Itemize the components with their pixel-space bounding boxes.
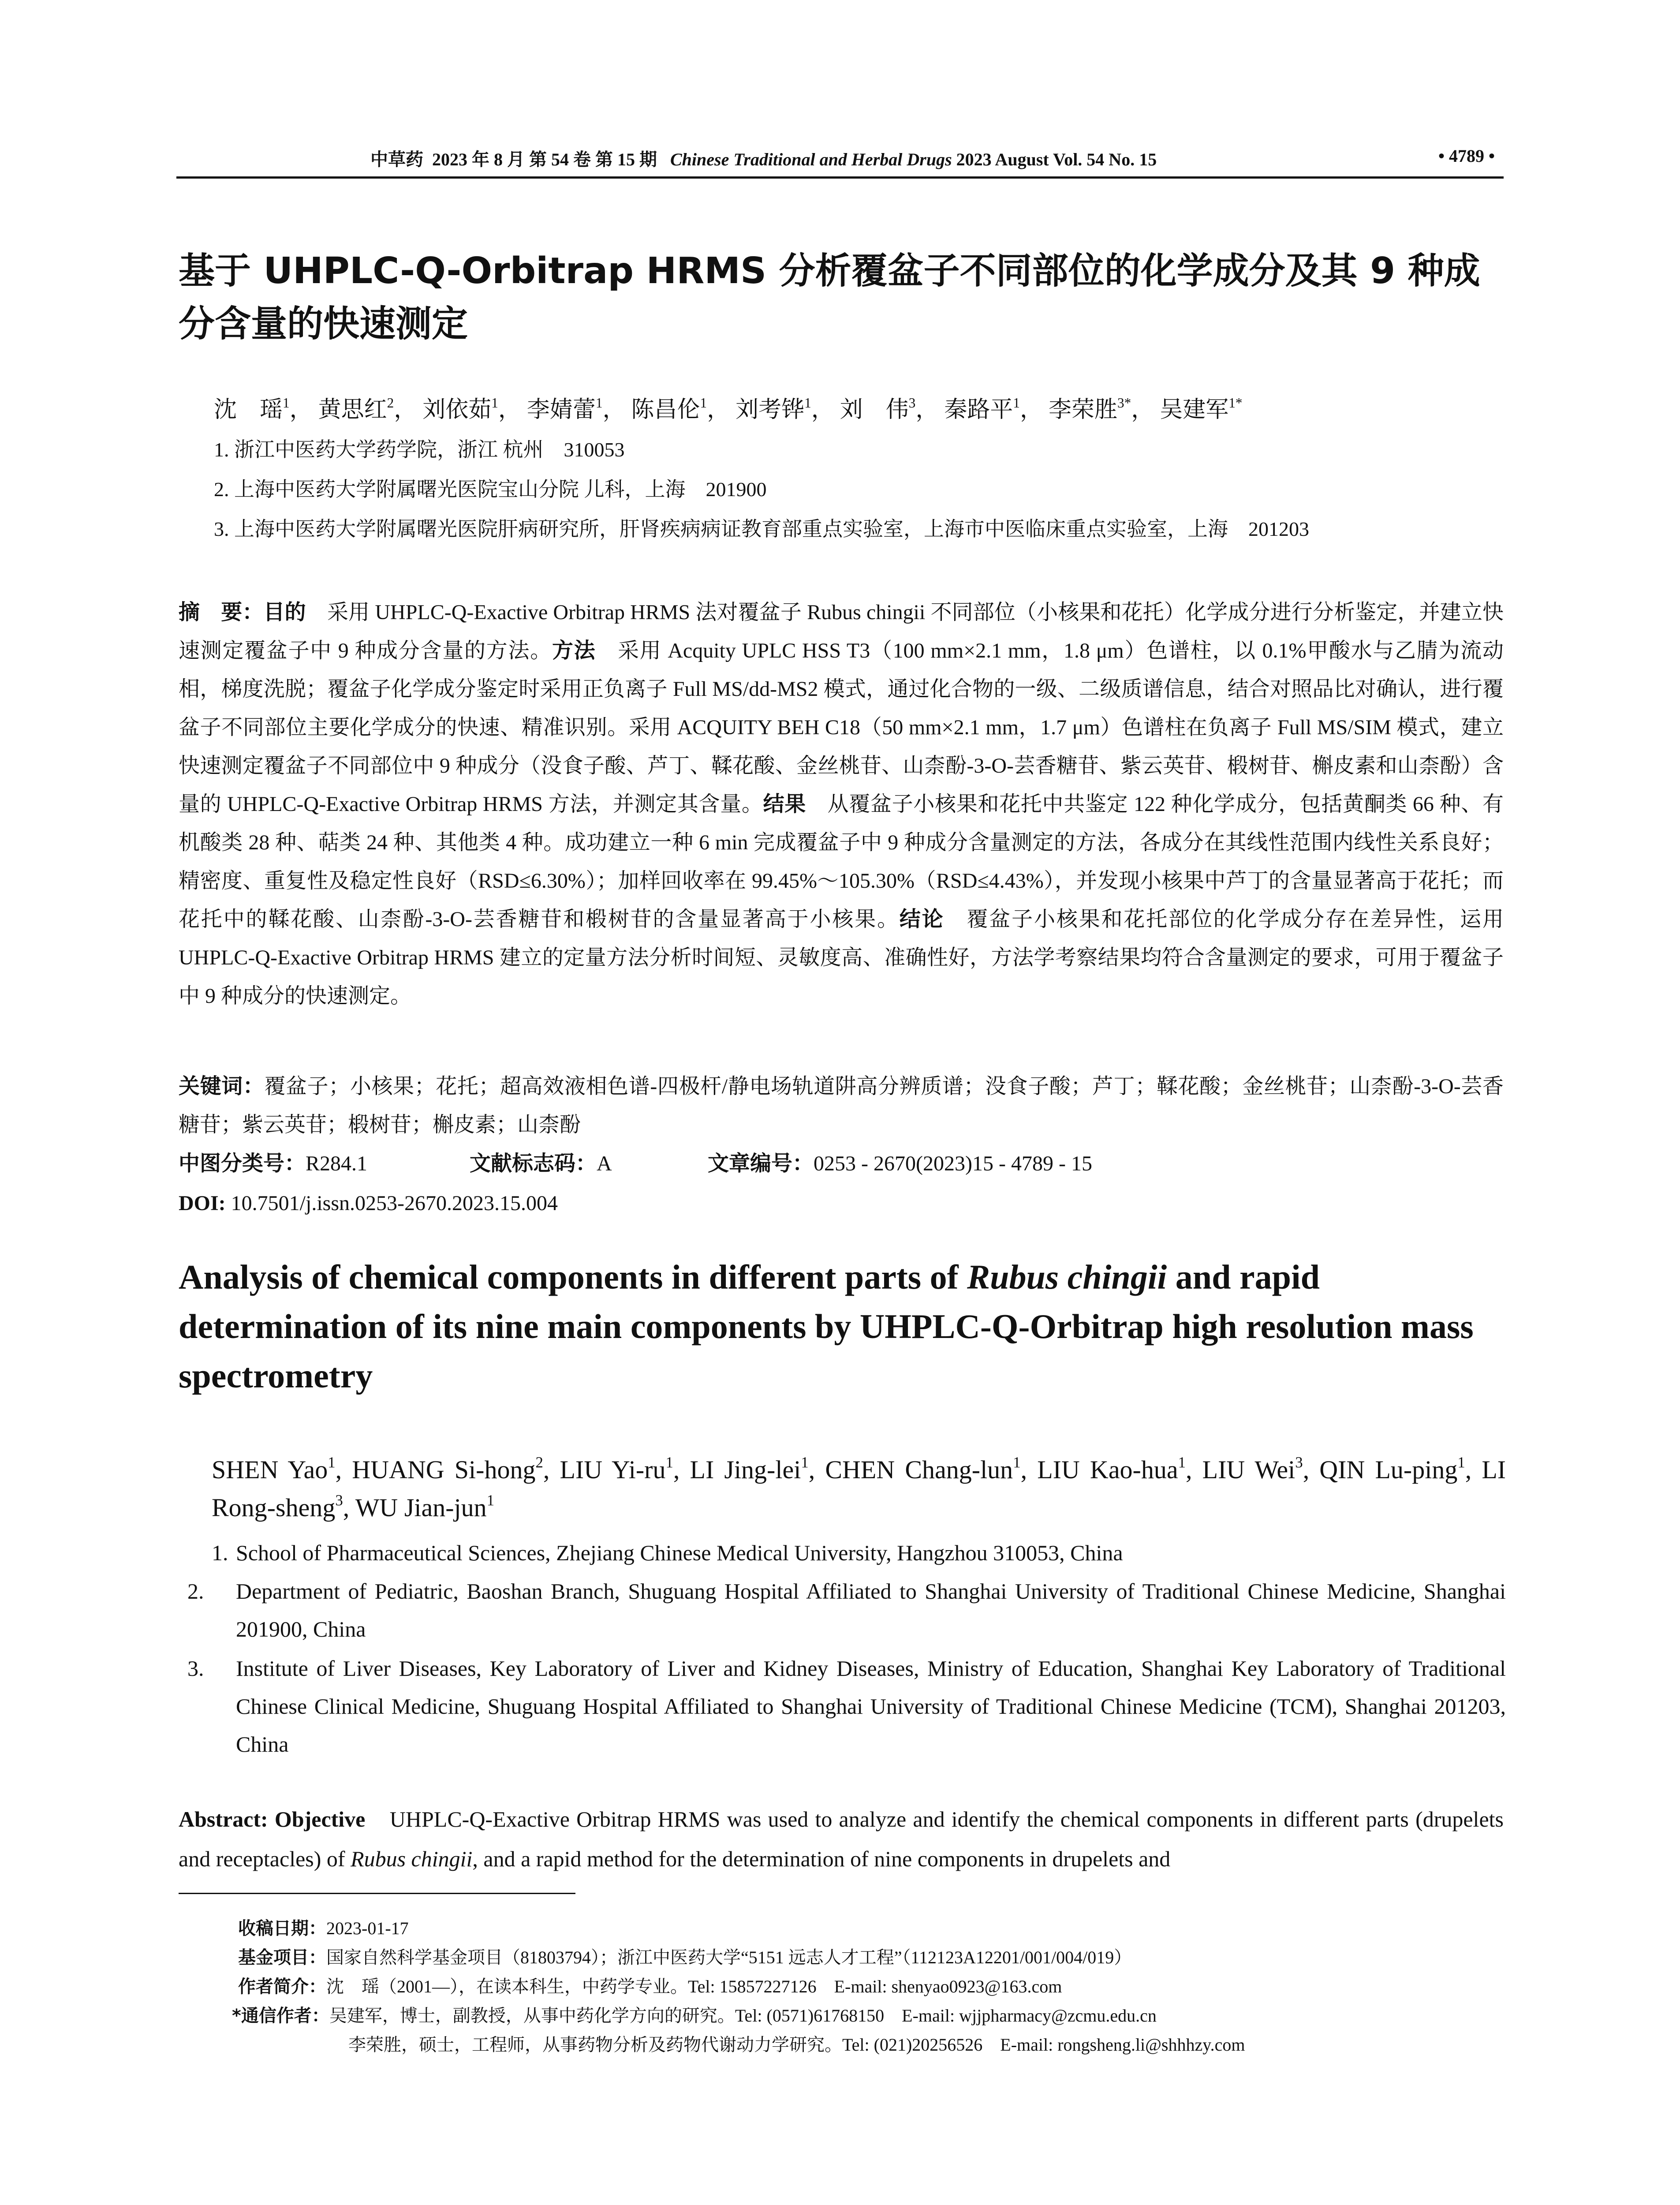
author-en: LI Rong-sheng$^3$ [212,1455,1506,1522]
issue-zh: 2023 年 8 月 第 54 卷 第 15 期 [432,149,657,169]
affiliation-zh: 3. 上海中医药大学附属曙光医院肝病研究所，肝肾疾病病证教育部重点实验室，上海市中医临床重点实验室，上海 201203 [214,518,1309,540]
classification-line [179,1144,1504,1183]
author-zh: 刘考铧$^1$ [735,395,811,422]
article-no-value: 0253 - 2670(2023)15 - 4789 - 15 [814,1152,1092,1175]
doc-code-group [470,1144,708,1183]
author-en: LIU Wei$^3$ [1202,1454,1303,1484]
title-zh: 基于 UHPLC-Q-Orbitrap HRMS 分析覆盆子不同部位的化学成分及其 9 种成分含量的快速测定 [179,250,1480,345]
keywords-text: 覆盆子；小核果；花托；超高效液相色谱-四极杆/静电场轨道阱高分辨质谱；没食子酸；芦丁；鞣花酸；金丝桃苷；山柰酚-3-O-芸香糖苷；紫云英苷；椴树苷；槲皮素；山柰酚 [179,1075,1504,1136]
conclusion-label: 结论 [899,907,945,931]
affiliation-zh: 1. 浙江中医药大学药学院，浙江 杭州 310053 [214,438,625,461]
doi-line [179,1184,1504,1222]
author-zh: 陈昌伦$^1$ [631,395,707,422]
objective-text: 采用 UHPLC-Q-Exactive Orbitrap HRMS 法对覆盆子 Rubus chingii 不同部位（小核果和花托）化学成分进行分析鉴定，并建立快速测定覆盆子中 9 种成分含量的方法。 [179,601,1504,662]
conclusion-text: 覆盆子小核果和花托部位的化学成分存在差异性，运用 UHPLC-Q-Exactive Orbitrap HRMS 建立的定量方法分析时间短、灵敏度高、准确性好，方法学考察结果均符合含量测定的要求，可用于覆盆子中 9 种成分的快速测定。 [179,908,1504,1008]
affiliation-en: 2. Department of Pediatric, Baoshan Branch, Shuguang Hospital Affiliated to Shanghai University of Traditional Chinese Medicine, Shanghai 201900, China [187,1579,1506,1641]
clc-label: 中图分类号： [179,1151,306,1176]
issue-en: 2023 August Vol. 54 No. 15 [956,149,1157,169]
methods-text: 采用 Acquity UPLC HSS T3（100 mm×2.1 mm，1.8 μm）色谱柱，以 0.1%甲酸水与乙腈为流动相，梯度洗脱；覆盆子化学成分鉴定时采用正负离子 Full MS/dd-MS2 模式，通过化合物的一级、二级质谱信息，结合对照品比对确认，进行覆盆子不同部位主要化学成分的快速、精准识别。采用 ACQUITY BEH C18（50 mm×2.1 mm，1.7 μm）色谱柱在负离子 Full MS/SIM 模式，建立快速测定覆盆子不同部位中 9 种成分（没食子酸、芦丁、鞣花酸、金丝桃苷、山柰酚-3-O-芸香糖苷、紫云英苷、椴树苷、槲皮素和山柰酚）含量的 UHPLC-Q-Exactive Orbitrap HRMS 方法，并测定其含量。 [179,639,1504,816]
abstract-zh [179,593,1504,1015]
author-zh: 秦路平$^1$ [944,395,1020,422]
article-no-group [708,1144,1092,1183]
author-en: SHEN Yao$^1$ [212,1454,336,1484]
abstract-en-label: Abstract: Objective [179,1807,366,1831]
abstract-en: Abstract: Objective UHPLC-Q-Exactive Orbitrap HRMS was used to analyze and identify the chemical components in different parts (drupelets and receptacles) of Rubus chingii, and a rapid method for the determination of nine components in drupelets and [179,1807,1504,1871]
author-zh: 李荣胜$^{3*}$ [1049,395,1131,422]
author-en: CHEN Chang-lun$^1$ [825,1454,1021,1484]
author-en: QIN Lu-ping$^1$ [1319,1454,1465,1484]
doc-code-label: 文献标志码： [470,1151,597,1176]
results-text: 从覆盆子小核果和花托中共鉴定 122 种化学成分，包括黄酮类 66 种、有机酸类 28 种、萜类 24 种、其他类 4 种。成功建立一种 6 min 完成覆盆子中 9 种成分含量测定的方法，各成分在其线性范围内线性关系良好；精密度、重复性及稳定性良好（RSD≤6.30%）；加样回收率在 99.45%～105.30%（RSD≤4.43%），并发现小核果中芦丁的含量显著高于花托；而花托中的鞣花酸、山柰酚-3-O-芸香糖苷和椴树苷的含量显著高于小核果。 [179,792,1504,931]
author-zh: 沈 瑶$^1$ [214,395,290,422]
author-zh: 吴建军$^{1*}$ [1160,395,1243,422]
page-number: • 4789 • [1438,146,1495,166]
header-rule [176,176,1504,179]
corresponding-author: 李荣胜，硕士，工程师，从事药物分析及药物代谢动力学研究。Tel: (021)20256526 E-mail: rongsheng.li@shhhzy.com [348,2035,1245,2055]
corresponding-author: *通信作者：吴建军，博士，副教授，从事中药化学方向的研究。Tel: (0571)61768150 E-mail: wjjpharmacy@zcmu.edu.cn [232,2006,1157,2026]
received-date: 收稿日期：2023-01-17 [238,1918,409,1939]
doi-value: 10.7501/j.issn.0253-2670.2023.15.004 [231,1192,558,1215]
author-en: LIU $Yi-ru^1$ [560,1454,673,1484]
author-bio: 作者简介：沈 瑶（2001—），在读本科生，中药学专业。Tel: 15857227126 E-mail: shenyao0923@163.com [238,1977,1062,1997]
doc-code-value: A [597,1152,612,1175]
methods-label: 方法 [552,638,596,663]
affiliation-en: 1. School of Pharmaceutical Sciences, Zhejiang Chinese Medical University, Hangzhou 310053, China [212,1540,1123,1565]
author-zh: 黄思红$^2$ [318,395,394,422]
title-en-species: Rubus chingii [967,1258,1167,1296]
title-en [179,1252,1501,1401]
author-en: WU Jian-jun$^1$ [355,1491,495,1522]
author-zh: 刘依茹$^1$ [422,395,498,422]
author-en: LIU Kao-hua$^1$ [1037,1454,1186,1484]
results-label: 结果 [763,792,806,816]
authors-en: SHEN Yao$^1$, HUANG Si-hong$^2$, LIU $Yi-ru^1$, LI Jing-lei$^1$, CHEN Chang-lun$^1$, LIU Kao-hua$^1$, LIU Wei$^3$, QIN Lu-ping$^1$, LI Rong-sheng$^3$, WU Jian-jun$^1$ [212,1454,1506,1522]
author-en: LI Jing-lei$^1$ [690,1454,809,1484]
abstract-label: 摘 要： [179,600,264,624]
clc-value: R284.1 [306,1152,368,1175]
doi-label: DOI: [179,1192,226,1215]
journal-name-zh: 中草药 [370,149,423,170]
author-en: HUANG Si-hong$^2$ [352,1454,543,1484]
clc-group [179,1144,470,1183]
header-citation [370,146,1157,171]
fund-info: 基金项目：国家自然科学基金项目（81803794）；浙江中医药大学“5151 远志人才工程”（112123A12201/001/004/019） [238,1947,1132,1968]
objective-label: 目的 [263,600,306,624]
keywords-label: 关键词： [179,1074,265,1099]
footnotes [232,1914,1504,2059]
abstract-en-species: Rubus chingii [351,1846,473,1871]
running-header [176,146,1504,172]
footnote-rule [179,1893,575,1894]
article-no-label: 文章编号： [708,1151,814,1176]
title-en-part1: Analysis of chemical components in different parts of [179,1258,967,1296]
journal-name-en: Chinese Traditional and Herbal Drugs [670,149,952,169]
author-zh: 刘 伟$^3$ [840,395,916,422]
affiliation-en: 3. Institute of Liver Diseases, Key Laboratory of Liver and Kidney Diseases, Ministry of Education, Shanghai Key Laboratory of Traditional Chinese Clinical Medicine, Shuguang Hospital Affiliated to Shanghai University of Traditional Chinese Medicine (TCM), Shanghai 201203, China [187,1656,1506,1757]
title-en-part2: and rapid determination of its nine main components by UHPLC-Q-Orbitrap high resolution mass spectrometry [179,1258,1474,1395]
author-zh: 李婧蕾$^1$ [526,395,603,422]
keywords-zh [179,1067,1504,1144]
affiliation-zh: 2. 上海中医药大学附属曙光医院宝山分院 儿科，上海 201900 [214,478,767,501]
authors-zh: 沈 瑶$^1$， 黄思红$^2$， 刘依茹$^1$， 李婧蕾$^1$， 陈昌伦$^1$， 刘考铧$^1$， 刘 伟$^3$， 秦路平$^1$， 李荣胜$^{3*}$， 吴建军$^{1*}$ [214,395,1243,422]
